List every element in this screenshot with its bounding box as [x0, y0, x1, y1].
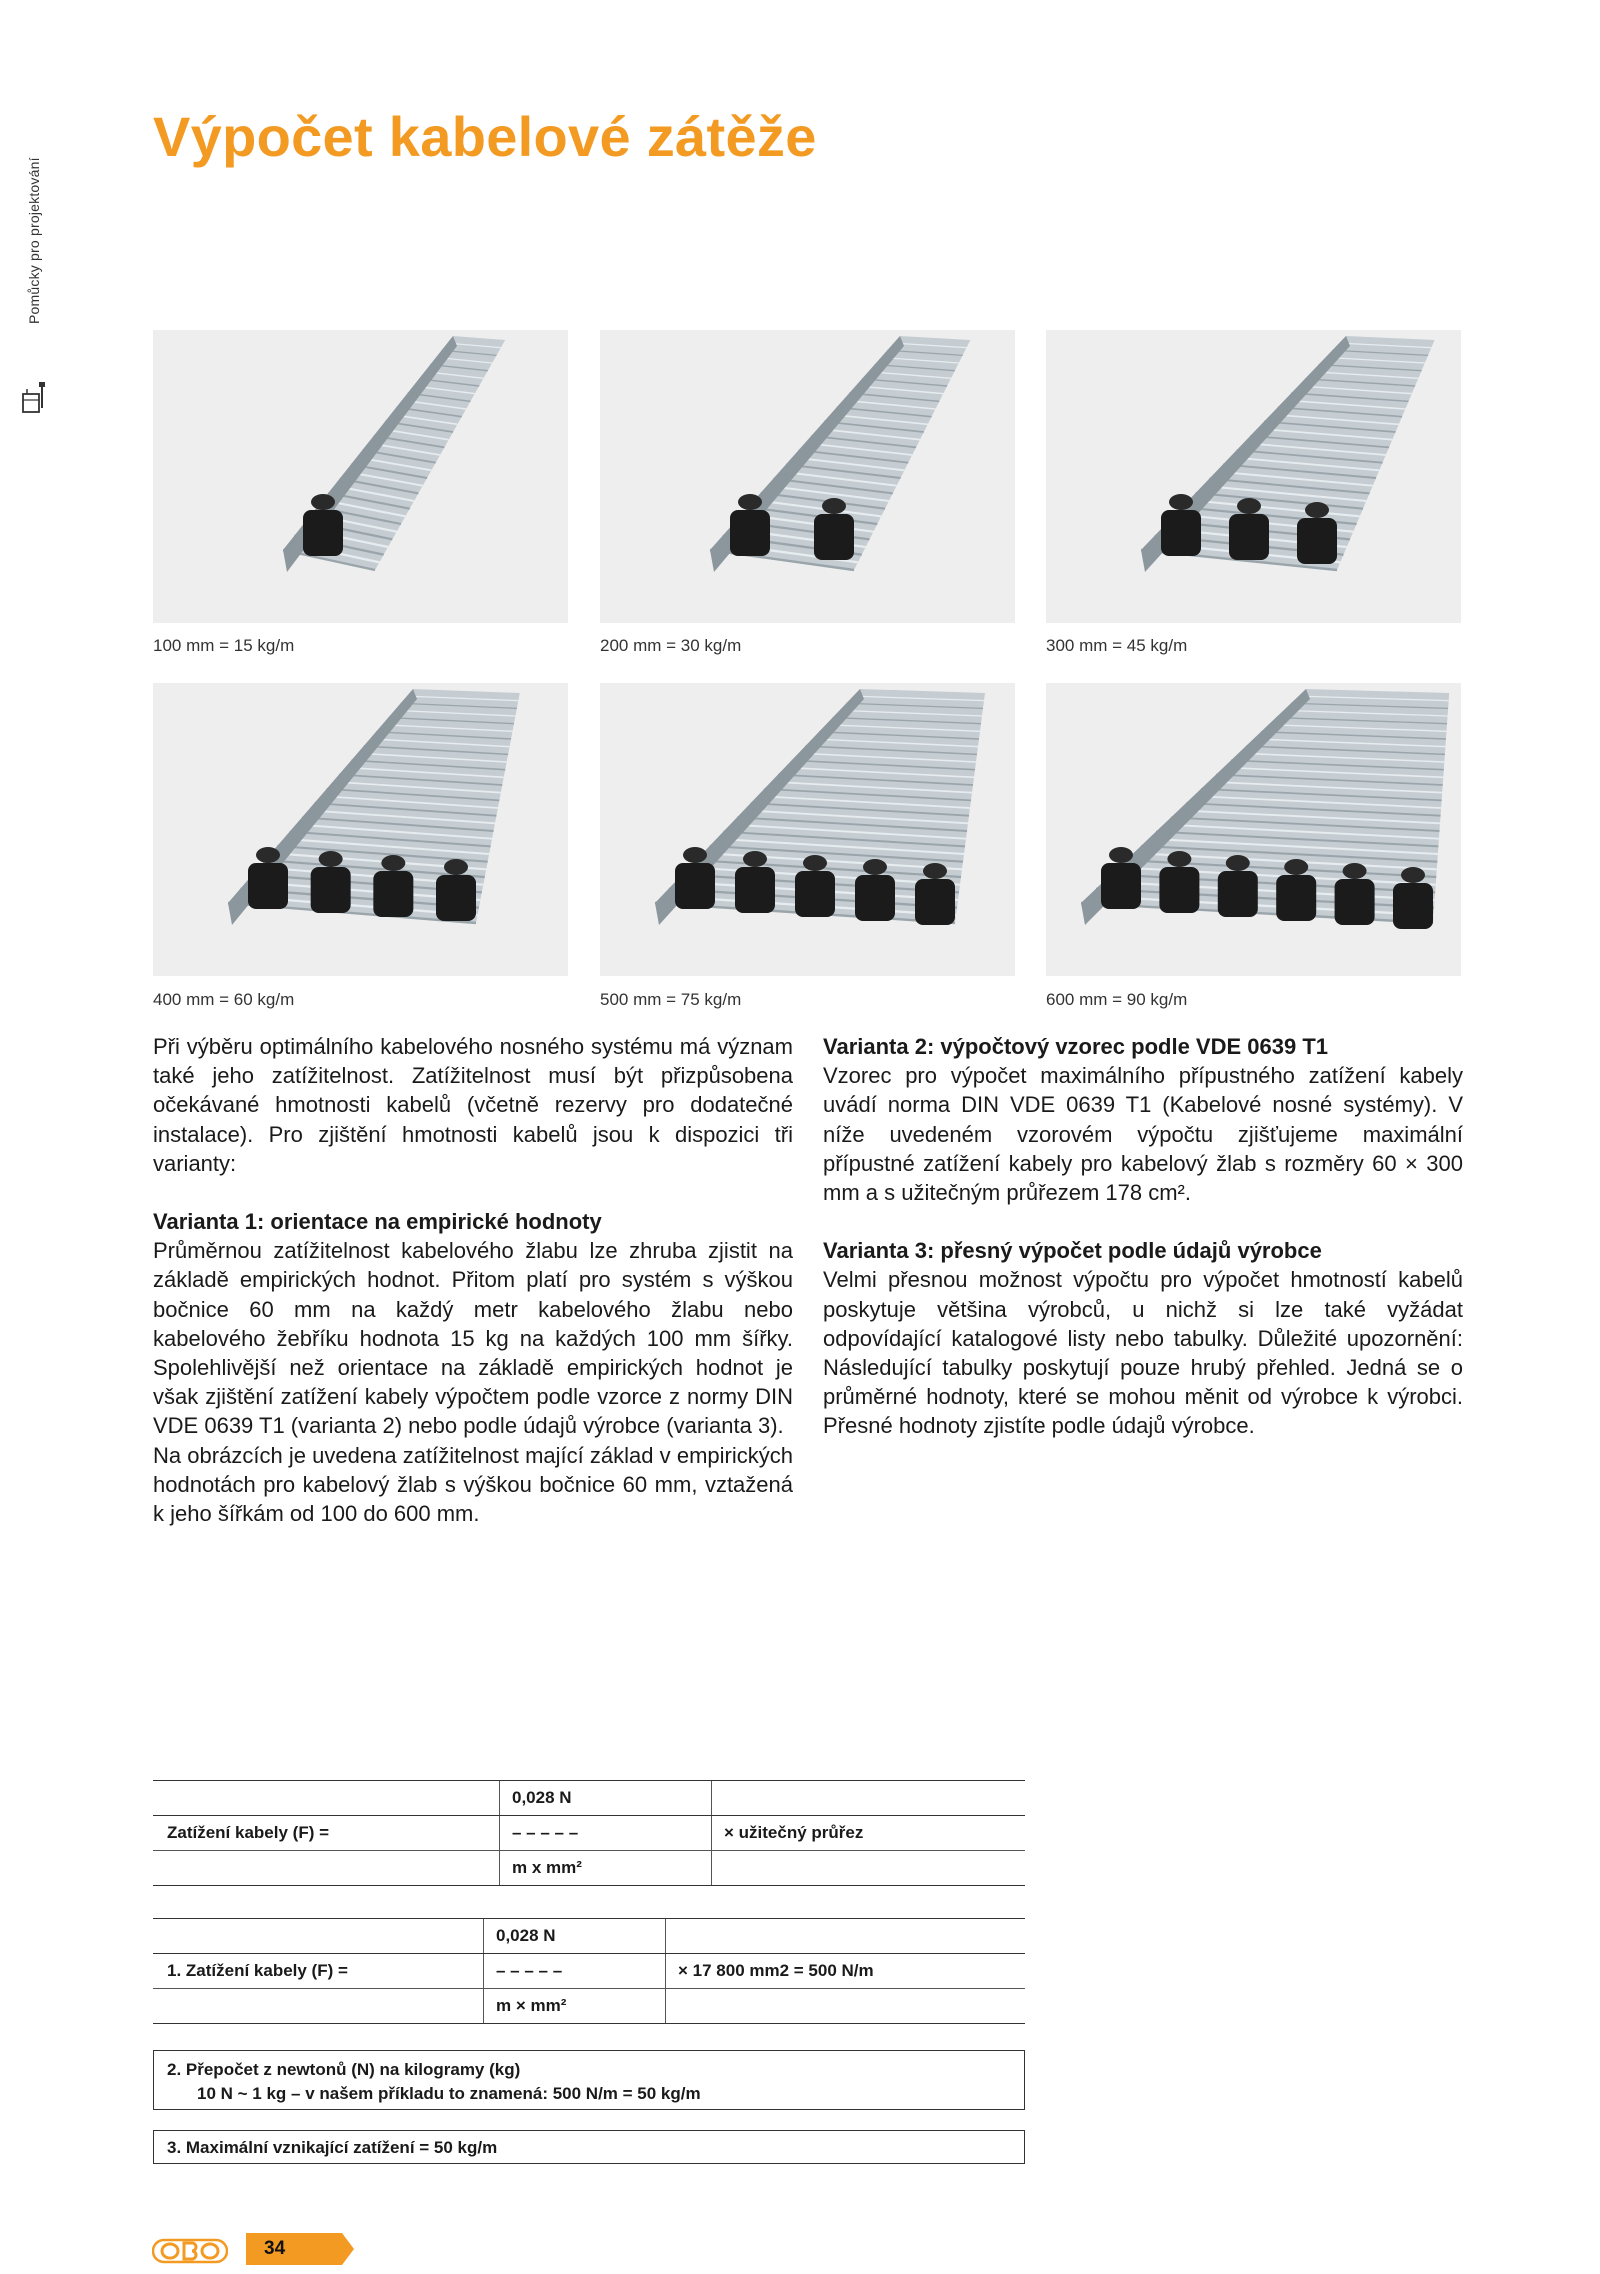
variant3-paragraph: Velmi přesnou možnost výpočtu pro výpočet hmotností kabelů poskytuje většina výrobců, u nichž si lze také vyžádat odpovídající katalogové listy nebo tabulky. Důležité upozornění: Následující tabulky poskytují pouze hrubý přehled. Jedná se o průměrné hodnoty, které se mohou měnit od výrobce k výrobci. Přesné hodnoty zjistíte podle údajů výrobce.	[823, 1267, 1463, 1439]
intro-paragraph: Při výběru optimálního kabelového nosného systému má význam také jeho zatížitelnost. Zatížitelnost musí být přizpůsobena očekávané hmotnosti kabelů (včetně rezervy pro dodatečné instalace). Pro zjištění hmotnosti kabelů jsou k dispozici tři varianty:	[153, 1034, 793, 1176]
formula-label: 1. Zatížení kabely (F) =	[167, 1961, 348, 1980]
variant1-heading: Varianta 1: orientace na empirické hodnoty	[153, 1209, 602, 1235]
conversion-detail: 10 N ~ 1 kg – v našem příkladu to znamená: 500 N/m = 50 kg/m	[197, 2084, 701, 2103]
formula-multiplier: × užitečný průřez	[711, 1816, 863, 1850]
conversion-title: 2. Přepočet z newtonů (N) na kilogramy (kg)	[167, 2060, 521, 2079]
left-column	[153, 1032, 793, 1528]
result-box	[153, 2130, 1025, 2164]
result-text: 3. Maximální vznikající zatížení = 50 kg/m	[167, 2138, 498, 2157]
variant3-heading: Varianta 3: přesný výpočet podle údajů výrobce	[823, 1238, 1322, 1264]
figure-caption: 600 mm = 90 kg/m	[1046, 990, 1188, 1009]
formula-fraction-line: – – – – –	[499, 1816, 712, 1850]
toolbox-icon	[22, 380, 48, 420]
variant2-paragraph: Vzorec pro výpočet maximálního přípustného zatížení kabely uvádí norma DIN VDE 0639 T1 (Kabelové nosné systémy). V níže uvedeném vzorovém výpočtu zjišťujeme maximální přípustné zatížení kabely pro kabelový žlab s rozměry 60 × 300 mm a s užitečným průřezem 178 cm².	[823, 1063, 1463, 1206]
page-title: Výpočet kabelové zátěže	[153, 105, 817, 168]
formula-label: Zatížení kabely (F) =	[167, 1823, 330, 1842]
page-number-tab	[246, 2229, 356, 2269]
cable-tray-photo	[600, 683, 1015, 976]
right-column	[823, 1032, 1463, 1441]
formula-denominator: m × mm²	[483, 1989, 676, 2023]
formula-fraction-line: – – – – –	[483, 1954, 676, 1988]
cable-tray-photo	[153, 683, 568, 976]
formula-numerator: 0,028 N	[483, 1919, 676, 1953]
conversion-box	[153, 2050, 1025, 2110]
variant2-heading: Varianta 2: výpočtový vzorec podle VDE 0639 T1	[823, 1034, 1328, 1059]
figure-caption: 500 mm = 75 kg/m	[600, 990, 742, 1009]
formula-multiplier: × 17 800 mm2 = 500 N/m	[665, 1954, 874, 1988]
figure-caption: 300 mm = 45 kg/m	[1046, 636, 1188, 655]
cable-tray-photo	[1046, 683, 1461, 976]
sidebar-label: Pomůcky pro projektování	[26, 157, 42, 324]
formula-denominator: m x mm²	[499, 1851, 712, 1885]
figure-caption: 400 mm = 60 kg/m	[153, 990, 295, 1009]
cable-tray-photo	[1046, 330, 1461, 623]
obo-logo	[152, 2238, 228, 2264]
variant1-paragraph: Průměrnou zatížitelnost kabelového žlabu lze zhruba zjistit na základě empirických hodnot. Přitom platí pro systém s výškou bočnice 60 mm na každý metr kabelového žlabu nebo kabelového žebříku hodnota 15 kg na každých 100 mm šířky. Spolehlivější než orientace na základě empirických hodnot je však zjištění zatížení kabely výpočtem podle vzorce z normy DIN VDE 0639 T1 (varianta 2) nebo podle údajů výrobce (varianta 3).	[153, 1238, 793, 1439]
page-number: 34	[264, 2238, 286, 2259]
cable-tray-photo	[600, 330, 1015, 623]
figure-caption: 200 mm = 30 kg/m	[600, 636, 742, 655]
cable-tray-photo	[153, 330, 568, 623]
formula-table-1	[153, 1780, 1025, 1886]
figure-caption: 100 mm = 15 kg/m	[153, 636, 295, 655]
formula-table-2	[153, 1918, 1025, 2024]
variant1-paragraph-2: Na obrázcích je uvedena zatížitelnost mající základ v empirických hodnotách pro kabelový žlab s výškou bočnice 60 mm, vztažená k jeho šířkám od 100 do 600 mm.	[153, 1442, 793, 1527]
formula-numerator: 0,028 N	[499, 1781, 712, 1815]
